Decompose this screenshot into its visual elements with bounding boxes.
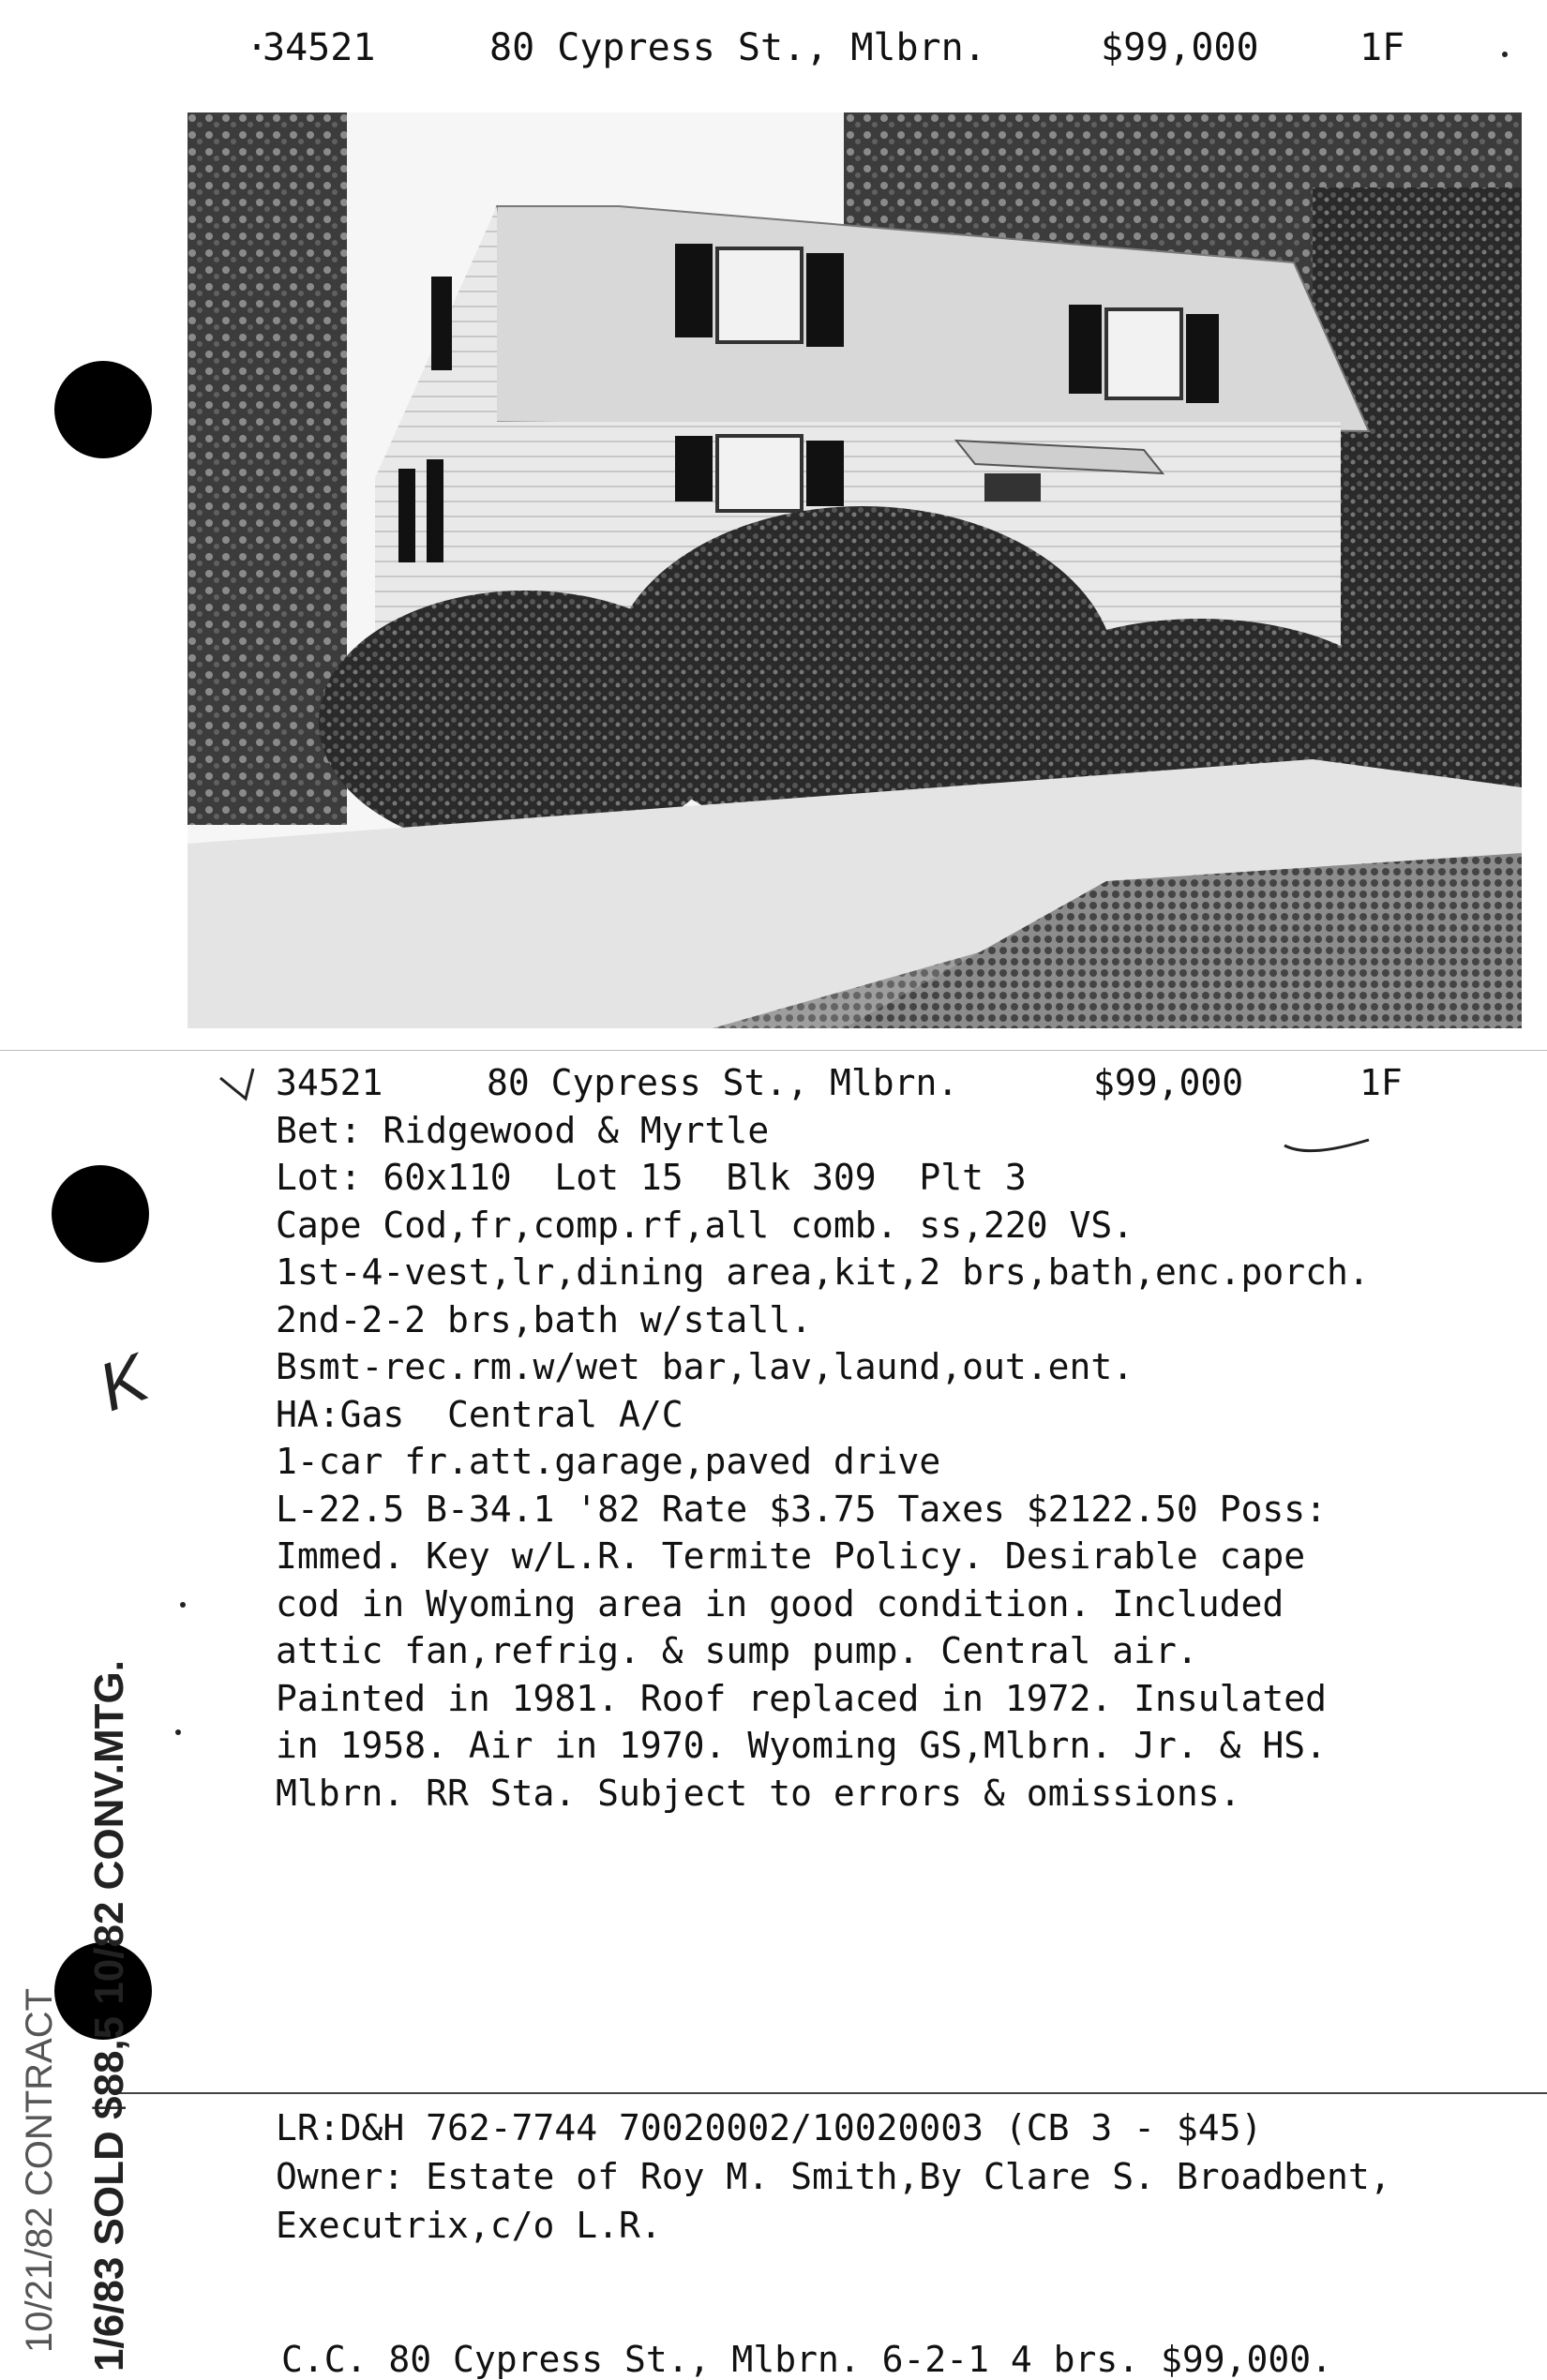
listing-line: 2nd-2-2 brs,bath w/stall. — [276, 1298, 812, 1340]
check-mark — [220, 1069, 253, 1099]
top-header-dot: · — [246, 26, 269, 69]
listing-line: Bet: Ridgewood & Myrtle — [276, 1109, 770, 1151]
listing-price: $99,000 — [1093, 1062, 1244, 1103]
listing-line: Painted in 1981. Roof replaced in 1972. Insulated — [276, 1677, 1328, 1719]
punch-hole-middle — [52, 1165, 149, 1263]
contract-note: 10/21/82 CONTRACT — [19, 1987, 60, 2353]
listing-line: in 1958. Air in 1970. Wyoming GS,Mlbrn. Jr. & HS. — [276, 1725, 1328, 1766]
listing-header — [276, 1059, 1523, 1107]
top-header — [246, 26, 1500, 82]
top-listing-number: 34521 — [263, 26, 376, 69]
listing-line: L-22.5 B-34.1 '82 Rate $3.75 Taxes $2122.50 Poss: — [276, 1488, 1328, 1530]
house-photo — [188, 112, 1522, 1028]
executrix-line: Executrix,c/o L.R. — [276, 2205, 662, 2246]
listing-realtor-line: LR:D&H 762-7744 70020002/10020003 (CB 3 - $45) — [276, 2107, 1263, 2148]
initial-mark: K — [89, 1340, 158, 1427]
listing-code: 1F — [1359, 1062, 1403, 1103]
listing-line: Mlbrn. RR Sta. Subject to errors & omissions. — [276, 1772, 1241, 1814]
top-divider — [0, 1050, 1547, 1051]
listing-line: HA:Gas Central A/C — [276, 1393, 683, 1435]
cc-summary-line: C.C. 80 Cypress St., Mlbrn. 6-2-1 4 brs. $99,000. — [281, 2339, 1333, 2380]
listing-number: 34521 — [276, 1062, 383, 1103]
top-code: 1F — [1359, 26, 1405, 69]
listing-line: 1st-4-vest,lr,dining area,kit,2 brs,bath,enc.porch. — [276, 1251, 1370, 1293]
listing-address: 80 Cypress St., Mlbrn. — [487, 1062, 959, 1103]
listing-line: cod in Wyoming area in good condition. Included — [276, 1582, 1284, 1624]
top-address: 80 Cypress St., Mlbrn. — [489, 26, 986, 69]
listing-line: Lot: 60x110 Lot 15 Blk 309 Plt 3 — [276, 1157, 1027, 1198]
owner-line: Owner: Estate of Roy M. Smith,By Clare S. Broadbent, — [276, 2156, 1391, 2197]
listing-line: Cape Cod,fr,comp.rf,all comb. ss,220 VS. — [276, 1204, 1134, 1246]
punch-hole-top — [54, 361, 152, 458]
top-price: $99,000 — [1101, 26, 1259, 69]
listing-line: Immed. Key w/L.R. Termite Policy. Desirable cape — [276, 1535, 1306, 1577]
bottom-divider — [113, 2092, 1547, 2094]
listing-line: attic fan,refrig. & sump pump. Central air. — [276, 1630, 1198, 1671]
listing-details — [276, 1059, 1523, 1817]
margin-dot — [1502, 52, 1508, 57]
margin-dot — [180, 1602, 186, 1608]
owner-block — [276, 2103, 1532, 2250]
margin-dot — [175, 1729, 181, 1735]
listing-line: 1-car fr.att.garage,paved drive — [276, 1441, 941, 1482]
sold-note: 1/6/83 SOLD $88,5 10/82 CONV.MTG. — [86, 1660, 132, 2372]
listing-line: Bsmt-rec.rm.w/wet bar,lav,laund,out.ent. — [276, 1346, 1134, 1387]
